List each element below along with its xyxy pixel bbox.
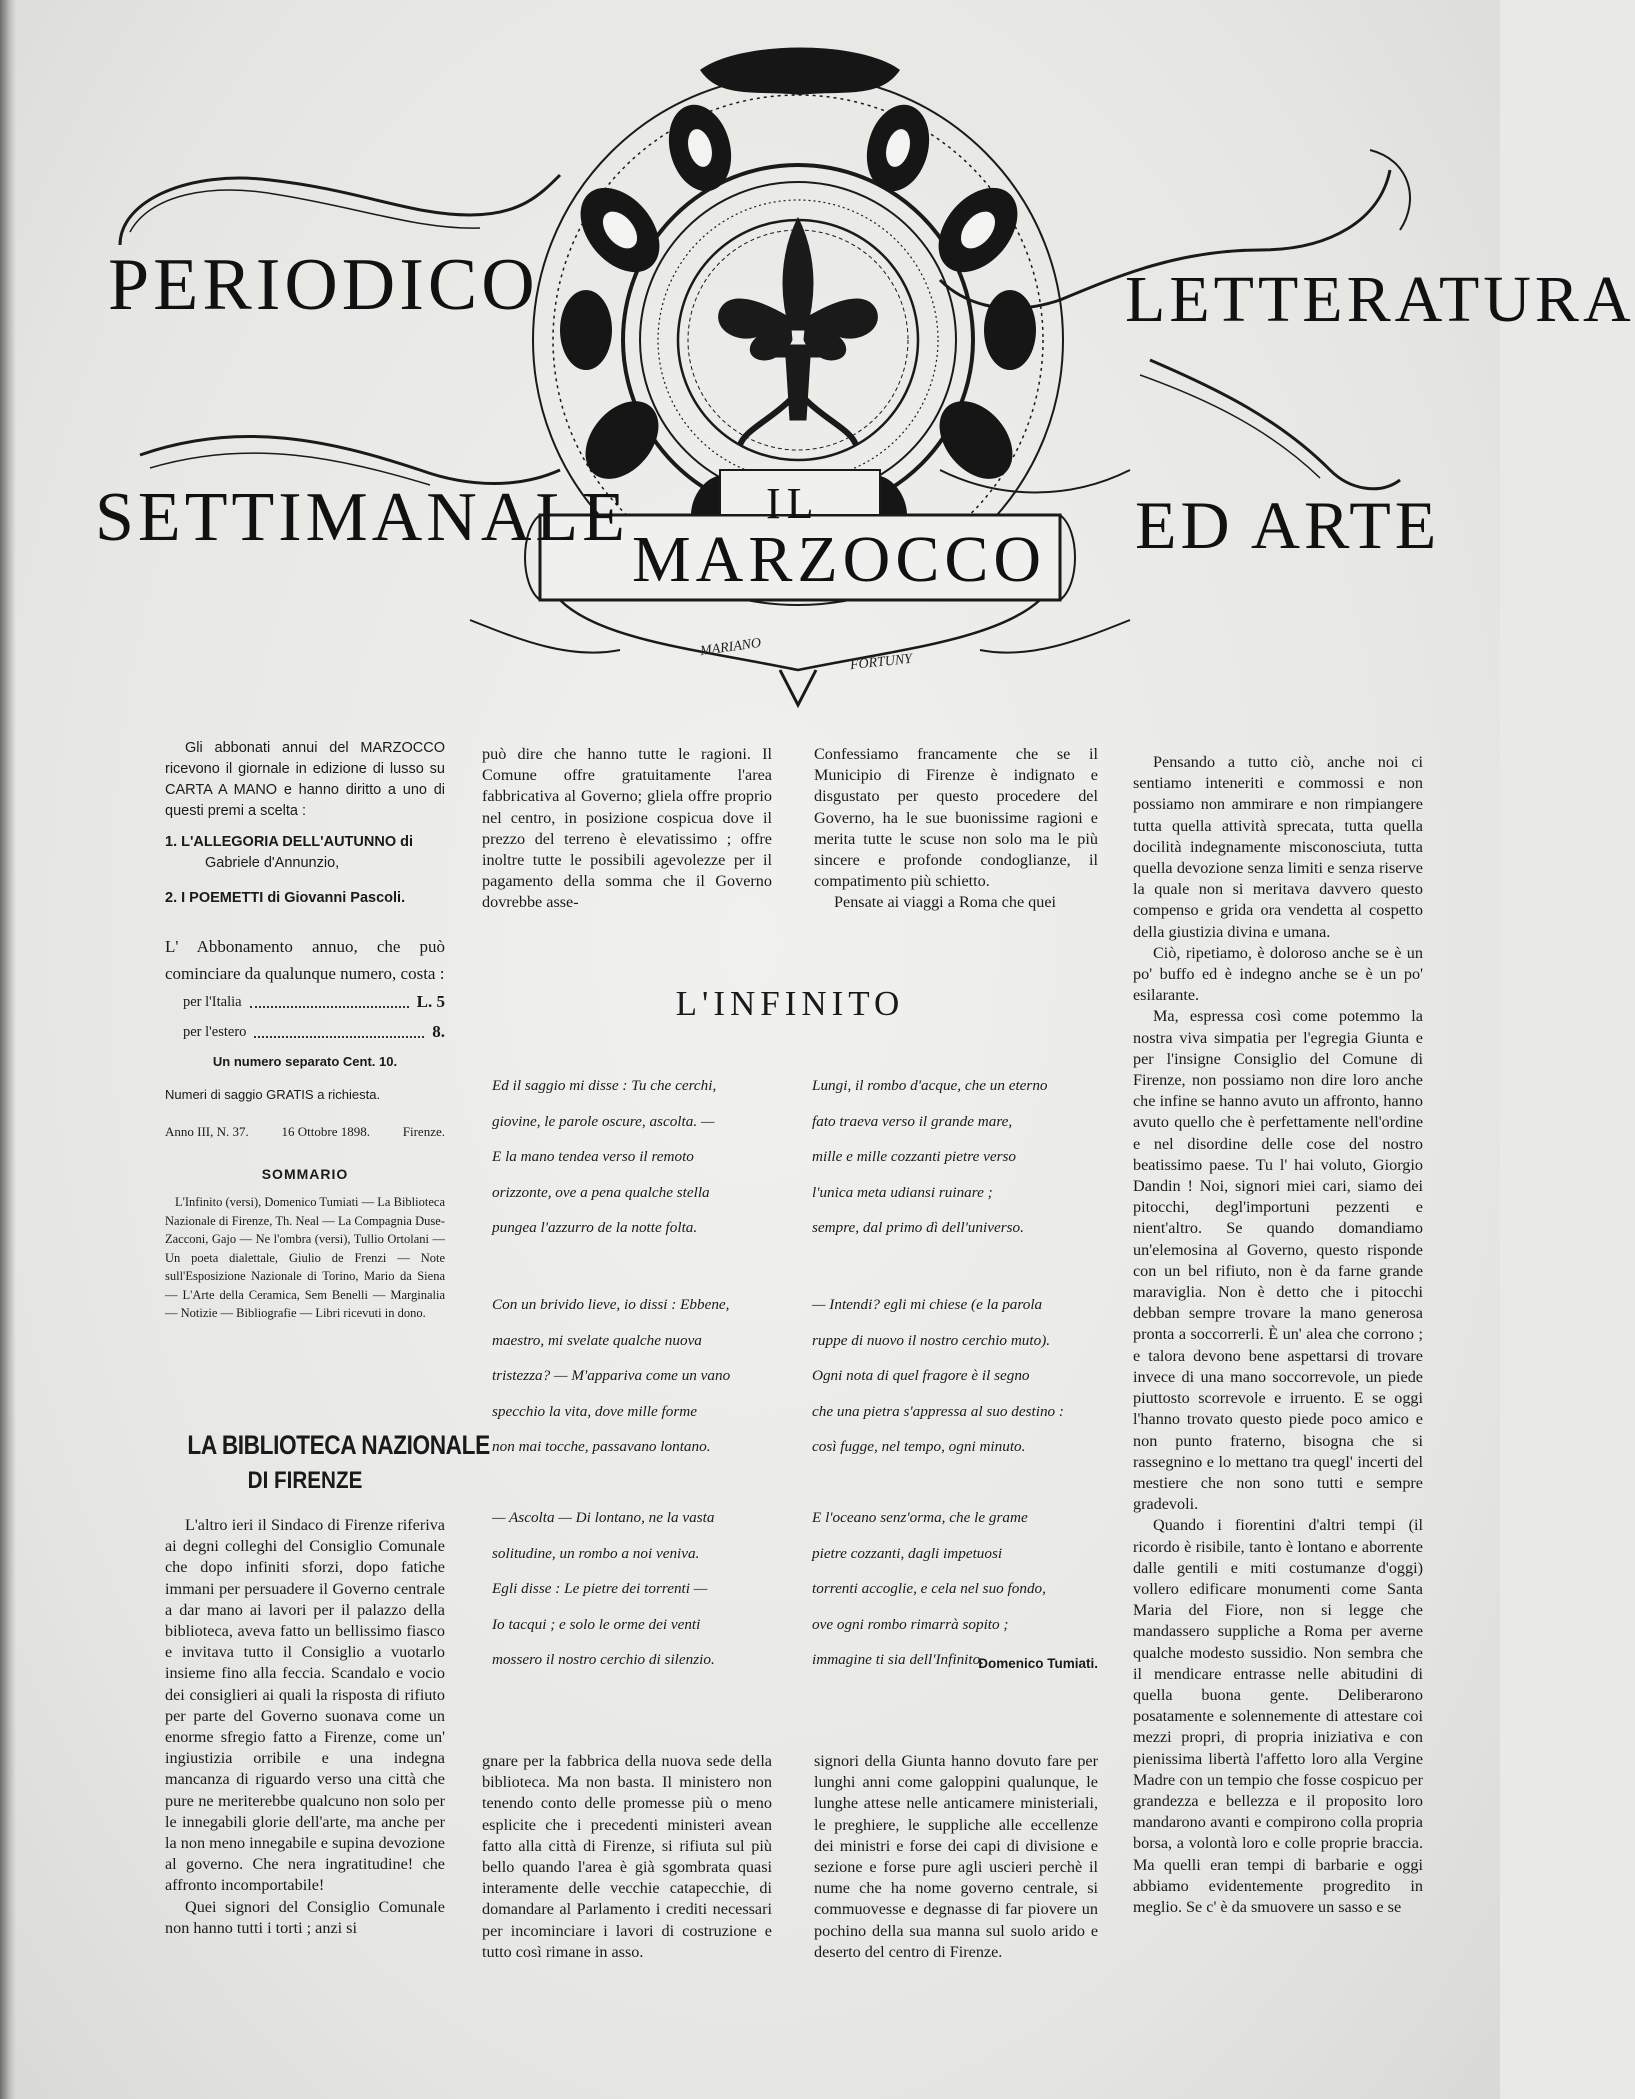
price-italia-label: per l'Italia	[183, 994, 242, 1010]
poem-line: Io tacqui ; e solo le orme dei venti	[492, 1615, 701, 1633]
poem-line: torrenti accoglie, e cela nel suo fondo,	[812, 1580, 1046, 1598]
poem-line: immagine ti sia dell'Infinito.	[812, 1651, 984, 1669]
sommario-body: L'Infinito (versi), Domenico Tumiati — La Biblioteca Nazionale di Firenze, Th. Neal — La Compagnia Duse-Zacconi, Gajo — Ne l'ombra (versi), Tullio Ortolani — Un poeta dialettale, Giulio de Frenzi — Note sull'Esposizione Nazionale di Torino, Mario da Siena — L'Arte della Ceramica, Sem Benelli — Marginalia — Notizie — Bibliografie — Libri ricevuti in dono.	[165, 1195, 445, 1320]
poem-line: solitudine, un rombo a noi veniva.	[492, 1544, 700, 1562]
poem-title: L'INFINITO	[675, 984, 905, 1023]
article-title-line-2: DI FIRENZE	[247, 1467, 363, 1494]
sommario-heading: SOMMARIO	[261, 1166, 349, 1182]
poem-line: E l'oceano senz'orma, che le grame	[812, 1509, 1028, 1526]
poem-line: E la mano tendea verso il remoto	[492, 1148, 694, 1166]
article-col-3-top	[814, 744, 1098, 914]
poem-line: mossero il nostro cerchio di silenzio.	[492, 1651, 715, 1669]
poem-line: così fugge, nel tempo, ogni minuto.	[812, 1438, 1026, 1456]
article-paragraph: Ma, espressa così come potemmo la nostra viva simpatia per l'egregia Giunta e per l'insigne Consiglio del Comune di Firenze, non possiamo non dire loro anche che infine se hanno avuto un affronto, hanno avuto quello che è perfettamente nell'ordine e nel disordine delle cose del nostro beatissimo paese. Tu l' hai voluto, Giorgio Dandin ! Noi, signori miei cari, siamo dei pitocchi, degl'importuni pezzenti e nient'altro. Se quando domandiamo un'elemosina al Governo, questo risponde con un bel rifiuto, non è da farne grande maraviglia. Non è detto che i pitocchi debban sempre trovare la mano generosa pronta a soccorrerli. È un' alea che corrono ; e talora devono bene aspettarsi di trovare invece di una mano soccorrevole, un piede piuttosto scorrevole e irruento. E se oggi l'hanno trovato questo piede poco amico e non punto fraterno, bisogna che si rassegnino e lo mettano tra quegl' incerti del mestiere che non sono tutti e sempre gradevoli.	[1133, 1007, 1423, 1514]
poem-line: — Ascolta — Di lontano, ne la vasta	[492, 1509, 715, 1526]
issue-place: Firenze.	[402, 1124, 445, 1139]
price-estero	[183, 1017, 445, 1047]
poem-line: Ed il saggio mi disse : Tu che cerchi,	[492, 1077, 717, 1094]
article-paragraph: gnare per la fabbrica della nuova sede della biblioteca. Ma non basta. Il ministero non tenendo conto delle promesse più o meno esplicite che i precedenti ministeri avean fatto alla città di Firenze, si rifiuta sul più bello quando l'area è già sgombrata quasi interamente delle vecchie catapecchie, di domandare al Parlamento i crediti necessari per incominciare i lavori di costruzione e tutto così rimane in asso.	[482, 1752, 772, 1961]
masthead-article: IL	[766, 479, 820, 528]
poem-line: — Intendi? egli mi chiese (e la parola	[812, 1296, 1043, 1313]
article-paragraph: Ciò, ripetiamo, è doloroso anche se è un po' buffo ed è indegno anche se è un po' esilarante.	[1133, 943, 1423, 1005]
poem-line: maestro, mi svelate qualche nuova	[492, 1331, 702, 1349]
masthead-settimanale: SETTIMANALE	[95, 479, 629, 556]
article-paragraph: Pensate ai viaggi a Roma che quei	[834, 893, 1057, 912]
subscription-intro: Gli abbonati annui del MARZOCCO ricevono il giornale in edizione di lusso su CARTA A MANO e hanno diritto a uno di questi premi a scelta :	[165, 740, 445, 819]
article-paragraph: Quando i fiorentini d'altri tempi (il ricordo è risibile, tanto è lontano e aborrente dalle gentili e miti costumanze d'oggi) vollero edificare monumenti come Santa Maria del Fiore, non si legge che mandassero suppliche a Roma per averne qualche modesto sussidio. Non sembra che il mendicare entrasse nelle abitudini di quella buona gente. Deliberarono posatamente e solennemente di attestare coi mezzi propri, di propria iniziativa e con pienissima libertà l'affetto loro alla Vergine Madre con un tempio che fosse cospicuo per grandezza e bellezza e il proposito loro mandarono avanti e compirono colla propria borsa, a volontà loro e colle proprie braccia. Ma quelli eran tempi di barbarie e oggi abbiamo evidentemente progredito in meglio. Se c' è da smuovere un sasso e se	[1133, 1516, 1423, 1916]
poem-line: Con un brivido lieve, io dissi : Ebbene,	[492, 1296, 730, 1313]
poem-stanza-2	[492, 1287, 730, 1465]
article-paragraph: Quei signori del Consiglio Comunale non hanno tutti i torti ; anzi si	[165, 1897, 445, 1937]
newspaper-title: MARZOCCO	[632, 523, 1047, 596]
issue-line	[165, 1121, 445, 1142]
article-col-2-top	[482, 744, 772, 914]
artist-signature-last: FORTUNY	[849, 651, 913, 674]
price-italia-value: L. 5	[416, 992, 445, 1011]
poem-line: giovine, le parole oscure, ascolta. —	[492, 1112, 715, 1130]
price-estero-label: per l'estero	[183, 1024, 247, 1040]
poem-line: Ogni nota di quel fragore è il segno	[812, 1367, 1030, 1385]
price-estero-value: 8.	[432, 1022, 445, 1041]
article-paragraph: Pensando a tutto ciò, anche noi ci sentiamo inteneriti e commossi e non possiamo non ammirare e non rimpiangere tutta quella attività sprecata, tutta quella docilità indegnamente misconosciuta, tutta quella devozione senza limiti e senza riserve la quale non si meritava davvero questo compenso e grida ora vendetta al cospetto della giustizia divina e umana.	[1133, 753, 1423, 941]
poem-line: specchio la vita, dove mille forme	[492, 1402, 697, 1420]
masthead	[0, 0, 1635, 720]
price-italia	[183, 987, 445, 1017]
poem-line: pungea l'azzurro de la notte folta.	[492, 1219, 698, 1237]
poem-stanza-6	[812, 1500, 1046, 1678]
poem-stanza-5	[812, 1287, 1064, 1465]
article-paragraph: Confessiamo francamente che se il Municipio di Firenze è indignato e disgustato per questo procedere del Governo, ha le sue buonissime ragioni e merita tutte le scuse non solo ma le più sincere e profonde condoglianze, il compatimento più schietto.	[814, 745, 1098, 891]
poem-line: sempre, dal primo dì dell'universo.	[812, 1219, 1024, 1237]
masthead-periodico: PERIODICO	[108, 244, 539, 326]
article-title	[165, 1430, 490, 1495]
marzocco-ornament	[0, 0, 1500, 720]
poem-line: Egli disse : Le pietre dei torrenti —	[492, 1580, 708, 1598]
poem-stanza-1	[492, 1068, 716, 1246]
poem-stanza-3	[492, 1500, 715, 1678]
article-paragraph: signori della Giunta hanno dovuto fare per lunghi anni come galoppini qualunque, le lunghe attese nelle anticamere ministeriali, le preghiere, le suppliche alle eccellenze dei ministri e forse dei capi di divisione e sezione e forse pure agli uscieri perchè il nume che ha nome governo centrale, si commuovesse e degnasse di far piovere un pochino della sua manna sul suolo arido e deserto del centro di Firenze.	[814, 1752, 1098, 1961]
article-col-3-bottom	[814, 1751, 1098, 1963]
poem-line: Lungi, il rombo d'acque, che un eterno	[812, 1077, 1048, 1094]
masthead-letteratura: LETTERATURA	[1125, 263, 1635, 336]
article-col-4	[1133, 752, 1423, 1918]
poem-line: non mai tocche, passavano lontano.	[492, 1438, 711, 1456]
prize-1-author: Gabriele d'Annunzio,	[205, 855, 340, 871]
single-copy-price: Un numero separato Cent. 10.	[212, 1054, 398, 1069]
subscription-box	[165, 738, 445, 1323]
prize-1-title: 1. L'ALLEGORIA DELL'AUTUNNO di	[165, 834, 414, 850]
article-col-2-bottom	[482, 1751, 772, 1963]
issue-number: Anno III, N. 37.	[165, 1124, 249, 1139]
article-col-1	[165, 1515, 445, 1939]
sample-copies: Numeri di saggio GRATIS a richiesta.	[165, 1087, 381, 1102]
poem-line: pietre cozzanti, dagli impetuosi	[812, 1544, 1003, 1562]
poem-author: Domenico Tumiati.	[978, 1656, 1098, 1671]
prize-1	[165, 832, 445, 874]
poem-line: tristezza? — M'appariva come un vano	[492, 1367, 731, 1385]
article-paragraph: L'altro ieri il Sindaco di Firenze riferiva ai degni colleghi del Consiglio Comunale che dopo infiniti sforzi, dopo fatiche immani per persuadere il Governo centrale a dar mano ai lavori per il palazzo della biblioteca, aveva fatto un bellissimo fiasco e invitava tutto il Consiglio a vuotarlo insieme fino alla feccia. Scandalo e vocio dei consiglieri ai quali la risposta di rifiuto per parte del Governo suonava come un enorme sfregio fatto a Firenze, come un' ingiustizia orribile e una indegna mancanza di riguardo verso una città che pure ne meriterebbe qualcuno non solo per le innegabili glorie dell'arte, ma anche per la non meno innegabile e supina devozione al governo. Che nera ingratitudine! che affronto incomportabile!	[165, 1516, 445, 1895]
prize-2: 2. I POEMETTI di Giovanni Pascoli.	[165, 890, 406, 906]
article-paragraph: può dire che hanno tutte le ragioni. Il Comune offre gratuitamente l'area fabbricativa al Governo; gliela offre proprio nel centro, in posizione cospicua dove il prezzo del terreno è elevatissimo ; offre inoltre tutte le possibili agevolezze per il pagamento della somma che il Governo dovrebbe asse-	[482, 745, 772, 912]
artist-signature-first: MARIANO	[699, 635, 763, 660]
poem-line: che una pietra s'appressa al suo destino :	[812, 1402, 1064, 1420]
poem-line: orizzonte, ove a pena qualche stella	[492, 1183, 710, 1201]
poem-line: ove ogni rombo rimarrà sopito ;	[812, 1615, 1009, 1633]
poem-line: fato traeva verso il grande mare,	[812, 1112, 1013, 1130]
issue-date: 16 Ottobre 1898.	[281, 1124, 370, 1139]
poem-line: l'unica meta udiansi ruinare ;	[812, 1183, 993, 1201]
poem-line: mille e mille cozzanti pietre verso	[812, 1148, 1016, 1166]
poem-stanza-4	[812, 1068, 1048, 1246]
masthead-ed-arte: ED ARTE	[1135, 487, 1441, 563]
abbonamento-text: L' Abbonamento annuo, che può cominciare da qualunque numero, costa :	[165, 937, 445, 983]
article-title-line-1: LA BIBLIOTECA NAZIONALE	[187, 1430, 490, 1460]
poem-line: ruppe di nuovo il nostro cerchio muto).	[812, 1331, 1051, 1349]
